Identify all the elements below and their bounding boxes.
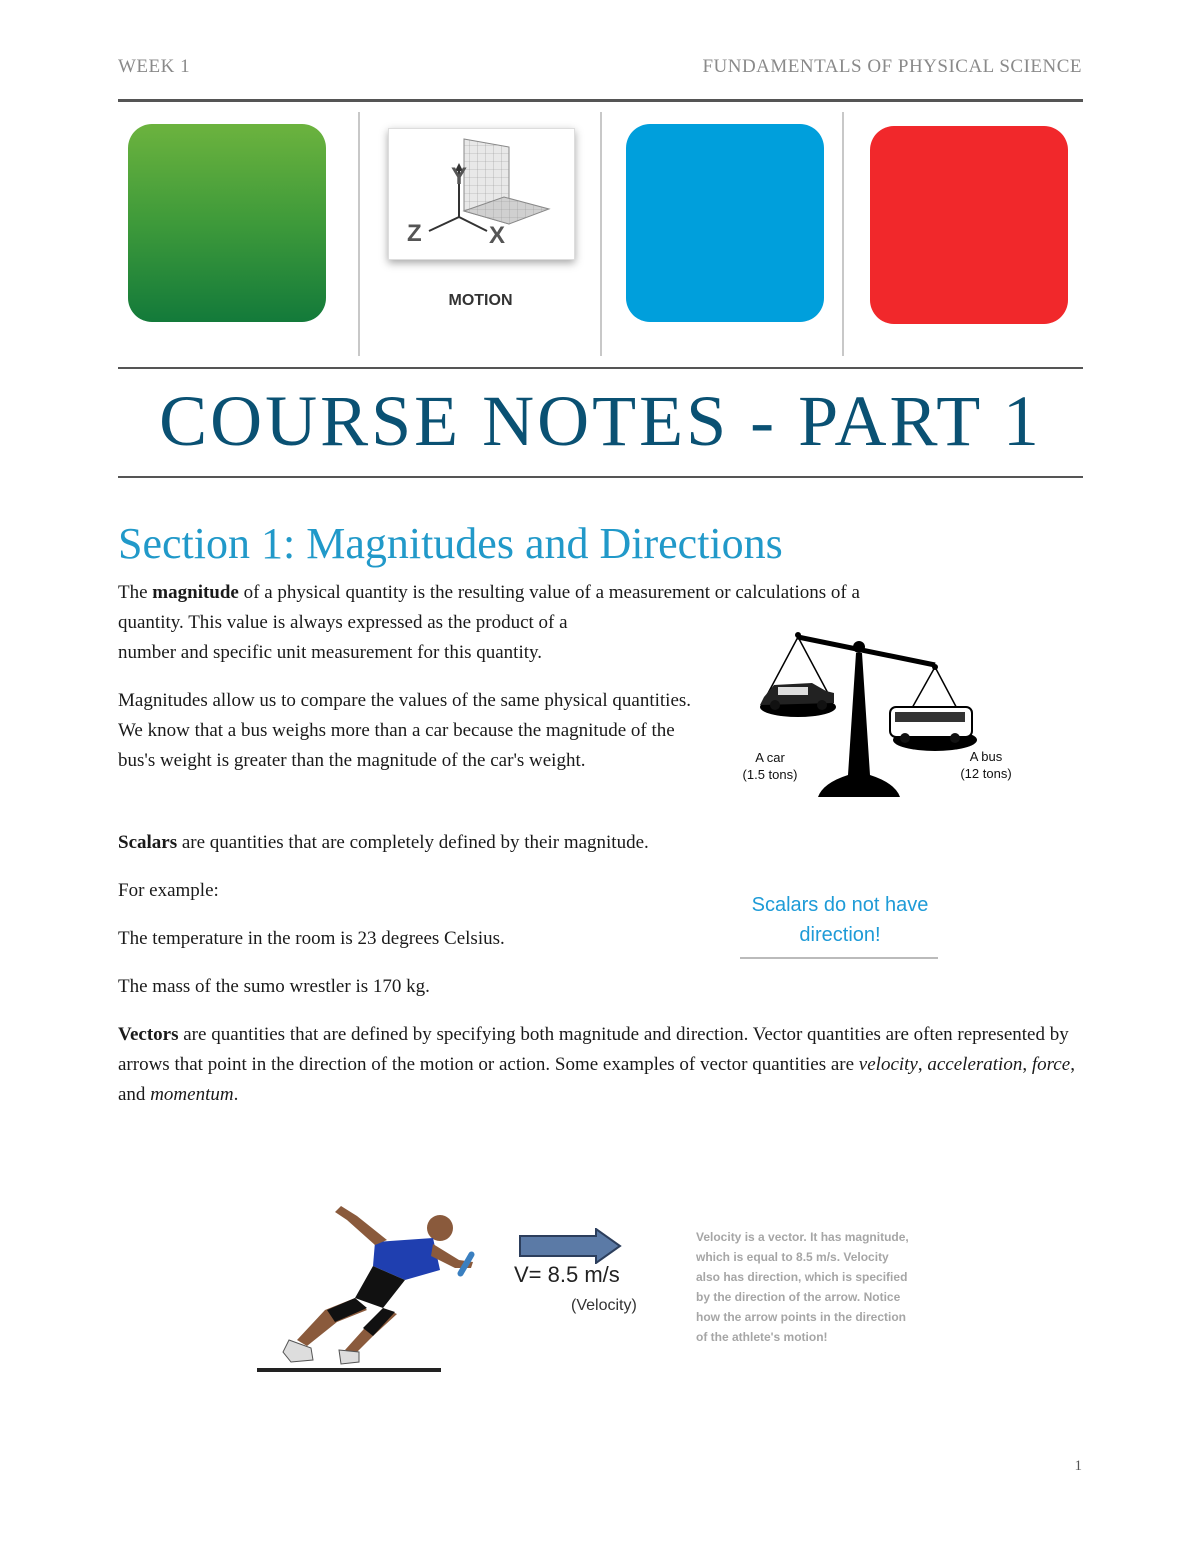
header-course-title: FUNDAMENTALS OF PHYSICAL SCIENCE bbox=[702, 56, 1082, 77]
magnitude-paragraph: The magnitude of a physical quantity is the resulting value of a measurement or calculations of a quantity. This value is always expressed as the product of a number and specific unit measurement for this quantity. bbox=[118, 582, 860, 663]
bus-label: A bus (12 tons) bbox=[960, 749, 1012, 781]
header-rule bbox=[118, 99, 1083, 102]
scale-stand bbox=[818, 653, 900, 797]
banner-separator bbox=[358, 112, 360, 356]
axes-3d-icon bbox=[389, 129, 574, 259]
header-week: WEEK 1 bbox=[118, 56, 191, 77]
banner-tile-red bbox=[870, 126, 1068, 324]
motion-axes-image bbox=[388, 128, 575, 260]
banner-tile-green bbox=[128, 124, 326, 322]
section-heading: Section 1: Magnitudes and Directions bbox=[118, 519, 783, 568]
velocity-note: Velocity is a vector. It has magnitude, which is equal to 8.5 m/s. Velocity also has direction, which is specified by the direction of the arrow. Notice how the arrow points in the direction of the athlete's motion! bbox=[696, 1230, 909, 1344]
banner-separator bbox=[842, 112, 844, 356]
axis-z-label: Z bbox=[407, 220, 422, 247]
banner-tile-blue bbox=[626, 124, 824, 322]
velocity-caption: (Velocity) bbox=[571, 1297, 637, 1314]
scale-beam bbox=[798, 637, 935, 665]
magnitude-term: magnitude bbox=[152, 582, 239, 603]
velocity-equation: V= 8.5 m/s bbox=[514, 1262, 620, 1287]
axis-y-label: Y bbox=[451, 163, 468, 190]
example-mass: The mass of the sumo wrestler is 170 kg. bbox=[118, 976, 430, 997]
title-rule-top bbox=[118, 367, 1083, 369]
sprinter-icon bbox=[283, 1206, 476, 1364]
bus-icon bbox=[890, 707, 972, 743]
vectors-paragraph: Vectors are quantities that are defined by specifying both magnitude and direction. Vector quantities are often represented by arrows that point in the direction of the motion or action. Some examples of vector quantities are velocity, acceleration, force, and momentum. bbox=[118, 1024, 1075, 1105]
title-rule-bottom bbox=[118, 476, 1083, 478]
banner-separator bbox=[600, 112, 602, 356]
velocity-arrow-icon bbox=[518, 1228, 624, 1264]
sprinter-figure bbox=[255, 1200, 490, 1375]
vectors-term: Vectors bbox=[118, 1024, 179, 1045]
scalars-definition: Scalars are quantities that are completely defined by their magnitude. bbox=[118, 832, 649, 853]
page-title: COURSE NOTES - PART 1 bbox=[159, 381, 1042, 461]
page-number: 1 bbox=[1074, 1458, 1082, 1474]
example-temperature: The temperature in the room is 23 degrees Celsius. bbox=[118, 928, 505, 949]
magnitudes-compare-paragraph: Magnitudes allow us to compare the values of the same physical quantities. We know that a bus weighs more than a car because the magnitude of the bus's weight is greater than the magnitude of the car's weight. bbox=[118, 690, 692, 771]
car-label: A car (1.5 tons) bbox=[742, 750, 798, 782]
scalars-callout: Scalars do not have direction! bbox=[751, 894, 929, 946]
scalars-term: Scalars bbox=[118, 832, 178, 853]
axis-x-label: X bbox=[489, 222, 506, 249]
callout-rule bbox=[740, 957, 938, 959]
example-intro: For example: bbox=[118, 880, 219, 901]
motion-label: MOTION bbox=[448, 292, 513, 309]
